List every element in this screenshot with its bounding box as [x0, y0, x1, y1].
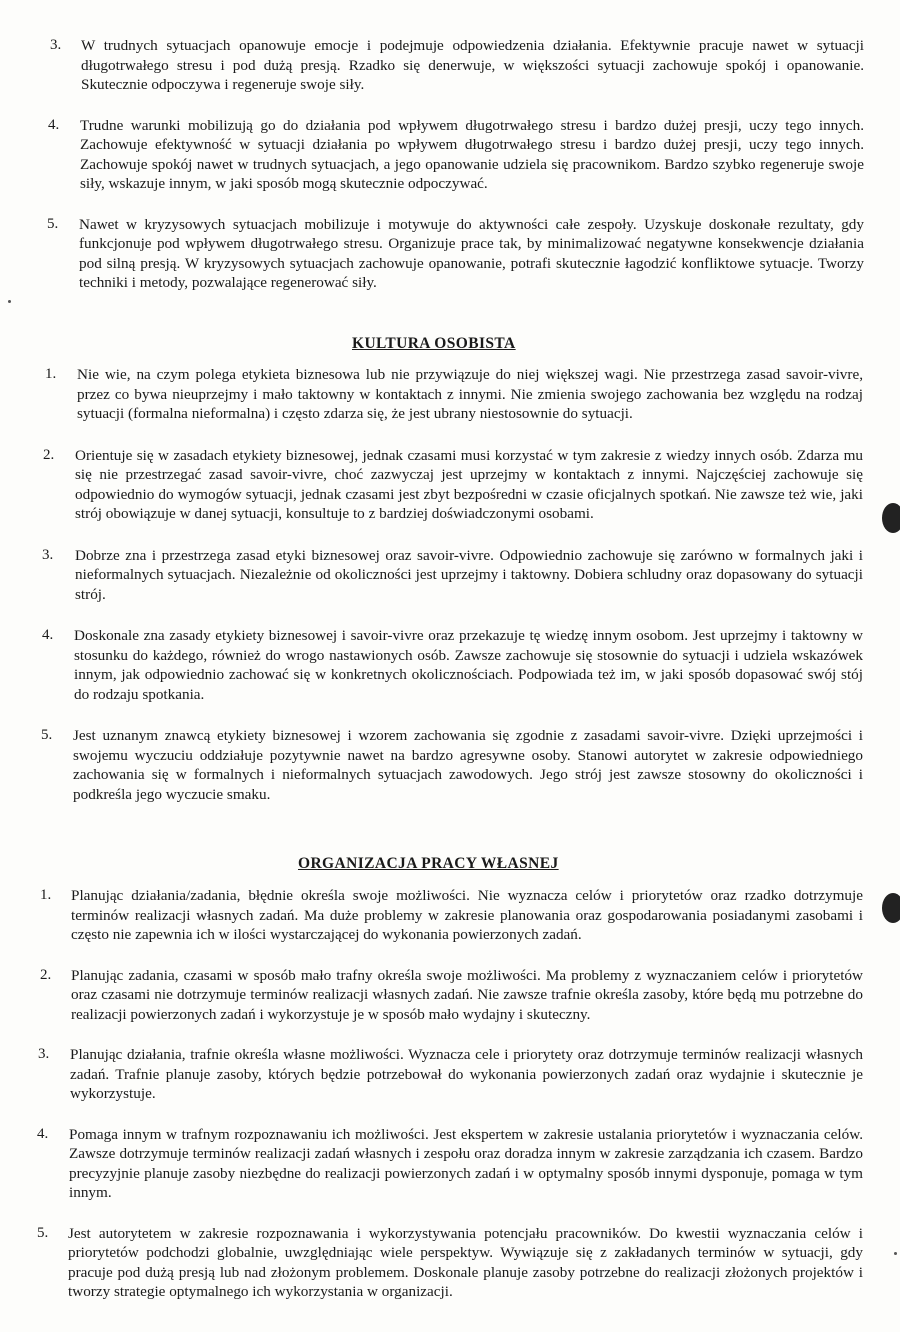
list-item — [0, 726, 900, 804]
personal-culture-list — [0, 365, 900, 804]
item-number: 2. — [43, 446, 55, 463]
punch-hole-mark — [882, 503, 900, 533]
item-text: Orientuje się w zasadach etykiety biznesowej, jednak czasami musi korzystać w tym zakresie z wiedzy innych osób. Zdarza mu się nie przestrzegać zasad savoir-vivre, choć zazwyczaj jest uprzejmy w kontaktach z innymi. Najczęściej zachowuje się odpowiednio do wymogów sytuacji, jednak czasami jest zbyt bezpośredni w czasie oficjalnych spotkań. Nie zawsze też wie, jaki strój obowiązuje w danej sytuacji, konsultuje to z bardziej doświadczonymi osobami. — [75, 446, 863, 522]
scan-speck — [894, 1252, 897, 1255]
item-text: Planując działania/zadania, błędnie określa swoje możliwości. Nie wyznacza celów i priorytetów oraz rzadko dotrzymuje terminów realizacji własnych zadań. Ma duże problemy w zakresie planowania oraz gospodarowania posiadanymi zasobami i często nie zapewnia ich w ilości wystarczającej do wykonania powierzonych zadań. — [71, 887, 863, 943]
item-text: W trudnych sytuacjach opanowuje emocje i podejmuje odpowiedzenia działania. Efektywnie pracuje nawet w sytuacji długotrwałego stresu i pod dużą presją. Rzadko się denerwuje, w większości sytuacji zachowuje spokój i opanowanie. Skutecznie odpoczywa i regeneruje swoje siły. — [81, 37, 864, 93]
item-number: 3. — [50, 37, 62, 53]
item-text: Nawet w kryzysowych sytuacjach mobilizuje i motywuje do aktywności całe zespoły. Uzyskuje doskonałe rezultaty, gdy funkcjonuje pod wpływem długotrwałego stresu. Organizuje prace tak, by minimalizować negatywne konsekwencje działania pod silną presją. W kryzysowych sytuacjach zachowuje opanowanie, potrafi skutecznie łagodzić konfliktowe sytuacje. Tworzy techniki i metody, pozwalające regenerować siły. — [79, 215, 864, 291]
section-heading-organizacja-pracy: ORGANIZACJA PRACY WŁASNEJ — [298, 855, 559, 872]
item-number: 2. — [40, 966, 52, 983]
list-item — [0, 886, 900, 945]
item-number: 4. — [42, 627, 54, 643]
item-text: Trudne warunki mobilizują go do działania pod wpływem długotrwałego stresu i bardzo dużej presji, uczy tego innych. Zachowuje efektywność w sytuacji działania po wpływem długotrwałego stresu i bardzo dużej presji, uczy tego innych. Zachowuje spokój nawet w trudnych sytuacjach, a jego opanowanie udziela się pracownikom. Bardzo szybko regeneruje swoje siły, wskazuje innym, w jaki sposób mogą skutecznie odpoczywać. — [80, 116, 864, 192]
item-text: Jest uznanym znawcą etykiety biznesowej i wzorem zachowania się zgodnie z zasadami savoir-vivre. Dzięki uprzejmości i swojemu wyczuciu oddziałuje pozytywnie nawet na bardzo agresywne osoby. Stanowi autorytet w zakresie odpowiedniego zachowania się w formalnych i nieformalnych sytuacjach zawodowych. Jego strój jest zawsze stosowny do okoliczności i podkreśla jego wyczucie smaku. — [73, 727, 863, 803]
item-text: Doskonale zna zasady etykiety biznesowej i savoir-vivre oraz przekazuje tę wiedzę innym osobom. Jest uprzejmy i taktowny w stosunku do każdego, również do wrogo nastawionych osób. Zawsze zachowuje się stosownie do sytuacji i udziela wskazówek innym, jak odpowiednio zachować się w konkretnych okolicznościach. Podpowiada też im, w jaki sposób dopasować swój stój do rodzaju spotkania. — [74, 627, 863, 703]
item-text: Dobrze zna i przestrzega zasad etyki biznesowej oraz savoir-vivre. Odpowiednio zachowuje się zarówno w formalnych jaki i nieformalnych sytuacjach. Niezależnie od okoliczności jest uprzejmy i taktowny. Dobiera schludny oraz dopasowany do sytuacji strój. — [75, 546, 863, 603]
item-number: 1. — [45, 366, 57, 382]
scan-speck — [8, 300, 11, 303]
list-item — [0, 116, 900, 194]
item-number: 4. — [37, 1125, 49, 1142]
list-item — [0, 365, 900, 424]
item-number: 1. — [40, 887, 52, 903]
item-text: Pomaga innym w trafnym rozpoznawaniu ich możliwości. Jest ekspertem w zakresie ustalania priorytetów i wyznaczania celów. Zawsze dotrzymuje terminów realizacji zadań własnych i zespołu oraz doradza innym w zakresie zarządzania ich czasem. Bardzo precyzyjnie planuje zasoby niezbędne do realizacji powierzonych zadań i w optymalny sposób innymi dysponuje, pomaga w tym innym. — [69, 1125, 863, 1201]
item-text: Jest autorytetem w zakresie rozpoznawania i wykorzystywania potencjału pracowników. Do kwestii wyznaczania celów i priorytetów podchodzi globalnie, uwzględniając wiele perspektyw. Wywiązuje się z zakładanych terminów w sytuacji, gdy pracuje pod dużą presją lub nad złożonym problemem. Doskonale planuje zasoby potrzebne do realizacji złożonych projektów i tworzy strategie optymalnego ich wykorzystania w organizacji. — [68, 1224, 863, 1300]
work-organization-list — [0, 886, 900, 1302]
list-item — [0, 1125, 900, 1203]
item-number: 3. — [38, 1046, 50, 1062]
item-text: Planując zadania, czasami w sposób mało trafny określa swoje możliwości. Ma problemy z wyznaczaniem celów i priorytetów oraz czasami nie dotrzymuje terminów realizacji własnych zadań. Nie zawsze trafnie określa zasoby, które będą mu potrzebne do realizacji powierzonych zadań i wykorzystuje je w sposób mało wydajny i skuteczny. — [71, 966, 863, 1023]
list-item — [0, 1224, 900, 1302]
item-number: 3. — [42, 546, 54, 563]
list-item — [0, 546, 900, 605]
list-item — [0, 626, 900, 704]
item-text: Nie wie, na czym polega etykieta biznesowa lub nie przywiązuje do niej większej wagi. Nie przestrzega zasad savoir-vivre, przez co bywa nieuprzejmy i mało taktowny w kontaktach z innymi. Nie zmienia swojego zachowania bez względu na rodzaj sytuacji (formalna nieformalna) i często zdarza się, że jest ubrany niestosownie do sytuacji. — [77, 366, 863, 422]
section-heading-kultura-osobista: KULTURA OSOBISTA — [352, 335, 516, 352]
stress-resistance-list — [0, 36, 900, 293]
list-item — [0, 966, 900, 1025]
item-number: 4. — [48, 116, 60, 133]
punch-hole-mark — [882, 893, 900, 923]
list-item — [0, 36, 900, 95]
list-item — [0, 1045, 900, 1104]
item-number: 5. — [41, 727, 53, 743]
item-number: 5. — [37, 1224, 49, 1241]
list-item — [0, 446, 900, 524]
item-text: Planując działania, trafnie określa własne możliwości. Wyznacza cele i priorytety oraz dotrzymuje terminów realizacji własnych zadań. Trafnie planuje zasoby, których będzie potrzebował do wykonania powierzonych zadań oraz wydajnie i skutecznie je wykorzystuje. — [70, 1046, 863, 1102]
item-number: 5. — [47, 215, 59, 232]
list-item — [0, 215, 900, 293]
